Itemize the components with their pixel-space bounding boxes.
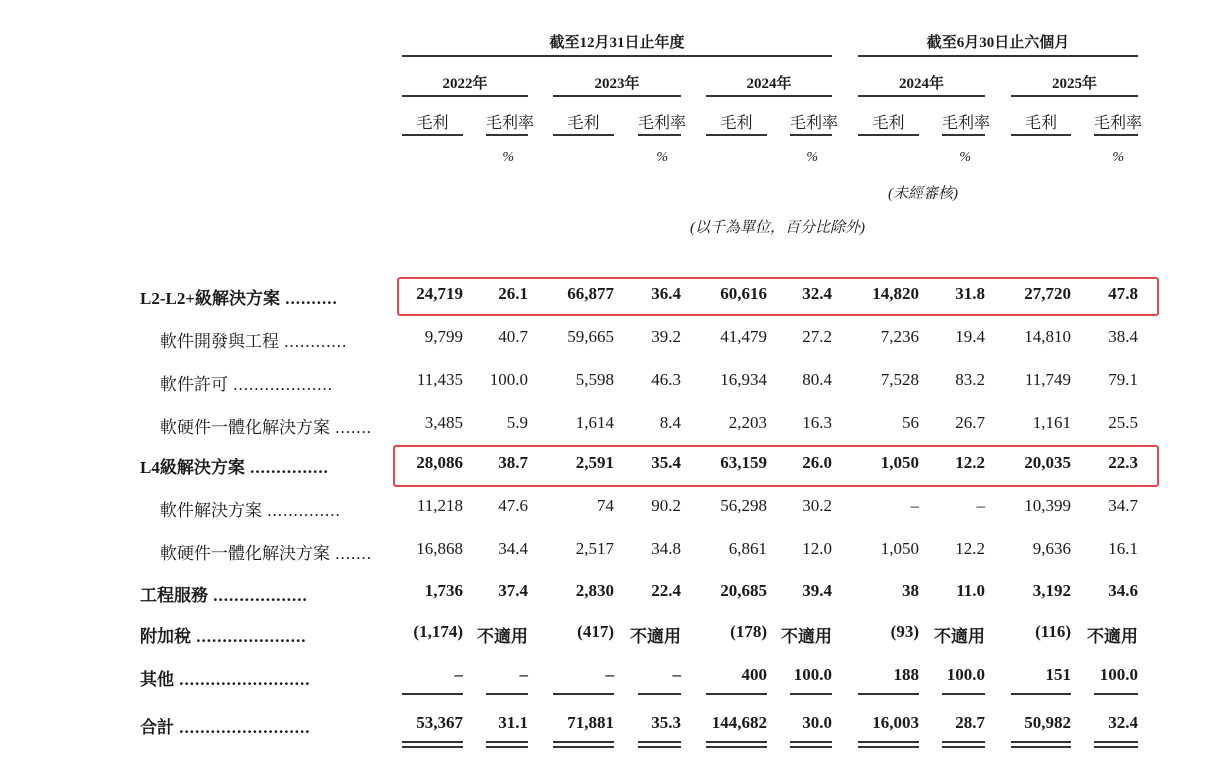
cell-gross-margin: – [519,665,528,684]
cell-gross-margin: 不適用 [781,627,832,646]
total-double-rule [1094,741,1138,743]
cell-gross-margin: 12.0 [802,539,832,558]
total-double-rule [402,741,463,743]
cell-gross-profit: 3,192 [1032,581,1071,600]
cell-gross-margin: 22.4 [651,581,681,600]
cell-gross-profit: 59,665 [567,327,614,346]
cell-gross-margin: 34.8 [651,539,681,558]
cell-gross-margin: 8.4 [659,413,681,432]
cell-gross-margin: 100.0 [946,665,985,684]
total-double-rule [858,746,919,748]
cell-gross-margin: 31.1 [498,713,528,732]
row-label [160,496,341,521]
cell-gross-margin: 22.3 [1108,453,1138,472]
percent-symbol: % [959,150,971,165]
cell-gross-profit: 63,159 [720,453,767,472]
subtotal-rule [486,693,528,695]
cell-gross-profit: 66,877 [567,284,614,303]
cell-gross-margin: 不適用 [630,627,681,646]
header-rule [790,134,832,136]
col-header-gross-profit: 毛利 [416,115,449,132]
total-double-rule [706,746,767,748]
header-rule [553,134,614,136]
cell-gross-profit: 7,236 [880,327,919,346]
header-rule [858,134,919,136]
leader-dots: .............. [262,501,341,520]
cell-gross-margin: 不適用 [1087,627,1138,646]
cell-gross-margin: 39.4 [802,581,832,600]
leader-dots: .................. [208,586,308,605]
cell-gross-profit: 50,982 [1024,713,1071,732]
cell-gross-profit: 14,810 [1024,327,1071,346]
header-rule [402,95,528,97]
cell-gross-margin: 34.7 [1108,496,1138,515]
cell-gross-margin: 35.3 [651,713,681,732]
cell-gross-profit: 2,830 [575,581,614,600]
cell-gross-margin: 100.0 [489,370,528,389]
cell-gross-profit: 1,614 [575,413,614,432]
cell-gross-margin: 40.7 [498,327,528,346]
cell-gross-margin: 38.7 [498,453,528,472]
row-label-text: 工程服務 [140,586,208,605]
leader-dots: .......... [280,289,338,308]
cell-gross-margin: 12.2 [955,453,985,472]
cell-gross-profit: 60,616 [720,284,767,303]
cell-gross-profit: 27,720 [1024,284,1071,303]
unaudited-note: (未經審核) [888,186,958,202]
year-header-2024-h1: 2024年 [898,76,944,92]
group-header-fiscal-year: 截至12月31日止年度 [549,35,685,51]
cell-gross-margin: 32.4 [802,284,832,303]
header-rule [553,95,681,97]
cell-gross-profit: 71,881 [567,713,614,732]
row-label [160,327,347,352]
cell-gross-profit: 400 [741,665,767,684]
total-double-rule [1011,746,1071,748]
subtotal-rule [553,693,614,695]
cell-gross-margin: 36.4 [651,284,681,303]
cell-gross-margin: 26.0 [802,453,832,472]
percent-symbol: % [1112,150,1124,165]
total-double-rule [942,741,985,743]
total-double-rule [553,746,614,748]
cell-gross-profit: 1,161 [1032,413,1071,432]
header-rule [858,95,985,97]
leader-dots: ......................... [174,718,311,737]
subtotal-rule [402,693,463,695]
cell-gross-profit: (116) [1035,622,1071,641]
subtotal-rule [790,693,832,695]
leader-dots: ....... [330,544,372,563]
header-rule [402,134,463,136]
cell-gross-margin: – [672,665,681,684]
cell-gross-profit: 38 [902,581,919,600]
cell-gross-margin: 26.7 [955,413,985,432]
cell-gross-profit: 2,517 [575,539,614,558]
row-label-text: 合計 [140,718,174,737]
total-double-rule [553,741,614,743]
row-label [140,284,338,309]
cell-gross-margin: 5.9 [506,413,528,432]
col-header-gross-margin: 毛利率 [790,115,839,132]
subtotal-rule [942,693,985,695]
cell-gross-profit: 10,399 [1024,496,1071,515]
row-label-text: 軟硬件一體化解決方案 [160,418,330,437]
total-double-rule [790,741,832,743]
total-double-rule [402,746,463,748]
header-rule [1011,95,1138,97]
cell-gross-profit: 74 [597,496,614,515]
row-label-text: 其他 [140,670,174,689]
total-double-rule [486,741,528,743]
header-rule [706,95,832,97]
total-double-rule [790,746,832,748]
cell-gross-margin: 31.8 [955,284,985,303]
year-header-2023: 2023年 [594,76,640,92]
leader-dots: ..................... [191,627,307,646]
group-header-six-months: 截至6月30日止六個月 [926,35,1070,51]
row-label-text: L4級解決方案 [140,458,245,477]
cell-gross-margin: 38.4 [1108,327,1138,346]
row-label-text: 軟件解決方案 [160,501,262,520]
leader-dots: ............... [244,458,329,477]
subtotal-rule [1011,693,1071,695]
cell-gross-profit: 188 [893,665,919,684]
cell-gross-profit: 144,682 [711,713,767,732]
header-rule [942,134,985,136]
subtotal-rule [1094,693,1138,695]
col-header-gross-profit: 毛利 [720,115,753,132]
cell-gross-margin: 12.2 [955,539,985,558]
leader-dots: ......................... [174,670,311,689]
row-label-text: 軟件許可 [160,375,228,394]
cell-gross-margin: 47.6 [498,496,528,515]
cell-gross-margin: 90.2 [651,496,681,515]
cell-gross-margin: 35.4 [651,453,681,472]
cell-gross-profit: – [605,665,614,684]
cell-gross-margin: 39.2 [651,327,681,346]
header-rule [486,134,528,136]
leader-dots: ................... [228,375,333,394]
total-double-rule [1094,746,1138,748]
cell-gross-margin: 46.3 [651,370,681,389]
cell-gross-margin: 19.4 [955,327,985,346]
cell-gross-profit: 16,003 [872,713,919,732]
cell-gross-margin: 28.7 [955,713,985,732]
cell-gross-profit: 1,736 [424,581,463,600]
cell-gross-profit: 53,367 [416,713,463,732]
row-label [140,581,308,606]
cell-gross-profit: 14,820 [872,284,919,303]
col-header-gross-margin: 毛利率 [486,115,535,132]
cell-gross-profit: 2,591 [575,453,614,472]
col-header-gross-profit: 毛利 [567,115,600,132]
cell-gross-profit: 11,435 [416,370,463,389]
cell-gross-profit: 1,050 [880,453,919,472]
col-header-gross-margin: 毛利率 [1094,115,1143,132]
row-label-text: L2-L2+級解決方案 [140,289,281,308]
percent-symbol: % [806,150,818,165]
header-rule [858,55,1138,57]
header-rule [402,55,832,57]
cell-gross-margin: 47.8 [1108,284,1138,303]
header-rule [1094,134,1138,136]
col-header-gross-margin: 毛利率 [942,115,991,132]
cell-gross-margin: 30.2 [802,496,832,515]
cell-gross-profit: – [910,496,919,515]
cell-gross-profit: (417) [577,622,614,641]
total-double-rule [706,741,767,743]
cell-gross-profit: 24,719 [416,284,463,303]
cell-gross-profit: 151 [1045,665,1071,684]
row-label [160,370,333,395]
subtotal-rule [858,693,919,695]
cell-gross-profit: 3,485 [424,413,463,432]
cell-gross-profit: (93) [890,622,919,641]
highlight-box-l2-row [397,277,1159,316]
cell-gross-profit: 7,528 [880,370,919,389]
year-header-2022: 2022年 [442,76,488,92]
cell-gross-profit: (178) [730,622,767,641]
cell-gross-margin: 16.1 [1108,539,1138,558]
cell-gross-margin: 16.3 [802,413,832,432]
cell-gross-margin: 34.4 [498,539,528,558]
cell-gross-margin: 83.2 [955,370,985,389]
cell-gross-margin: – [976,496,985,515]
cell-gross-margin: 100.0 [793,665,832,684]
subtotal-rule [638,693,681,695]
unit-note: (以千為單位，百分比除外) [690,220,865,236]
subtotal-rule [706,693,767,695]
total-double-rule [1011,741,1071,743]
cell-gross-margin: 32.4 [1108,713,1138,732]
row-label [140,453,329,478]
total-double-rule [638,746,681,748]
col-header-gross-margin: 毛利率 [638,115,687,132]
percent-symbol: % [656,150,668,165]
percent-symbol: % [502,150,514,165]
col-header-gross-profit: 毛利 [1024,115,1057,132]
col-header-gross-profit: 毛利 [872,115,905,132]
row-label [160,413,372,438]
row-label-text: 軟件開發與工程 [160,332,279,351]
row-label [140,622,307,647]
cell-gross-profit: 56 [902,413,919,432]
row-label [160,539,372,564]
year-header-2025-h1: 2025年 [1051,76,1097,92]
cell-gross-profit: 16,934 [720,370,767,389]
cell-gross-margin: 37.4 [498,581,528,600]
row-label [140,713,311,738]
cell-gross-margin: 25.5 [1108,413,1138,432]
cell-gross-profit: 2,203 [728,413,767,432]
header-rule [638,134,681,136]
total-double-rule [486,746,528,748]
cell-gross-margin: 26.1 [498,284,528,303]
cell-gross-profit: 6,861 [728,539,767,558]
cell-gross-margin: 80.4 [802,370,832,389]
cell-gross-profit: 20,035 [1024,453,1071,472]
cell-gross-profit: 16,868 [416,539,463,558]
header-rule [706,134,767,136]
total-double-rule [638,741,681,743]
cell-gross-margin: 100.0 [1099,665,1138,684]
cell-gross-profit: 1,050 [880,539,919,558]
total-double-rule [858,741,919,743]
leader-dots: ............ [279,332,348,351]
cell-gross-profit: 9,799 [424,327,463,346]
leader-dots: ....... [330,418,372,437]
year-header-2024: 2024年 [746,76,792,92]
highlight-box-l4-row [393,445,1159,487]
cell-gross-profit: 41,479 [720,327,767,346]
row-label [140,665,311,690]
cell-gross-margin: 11.0 [956,581,985,600]
cell-gross-profit: 11,218 [416,496,463,515]
cell-gross-margin: 不適用 [934,627,985,646]
cell-gross-profit: (1,174) [413,622,463,641]
cell-gross-profit: 11,749 [1024,370,1071,389]
row-label-text: 軟硬件一體化解決方案 [160,544,330,563]
cell-gross-margin: 27.2 [802,327,832,346]
cell-gross-profit: 20,685 [720,581,767,600]
cell-gross-margin: 30.0 [802,713,832,732]
cell-gross-margin: 不適用 [477,627,528,646]
cell-gross-profit: 5,598 [575,370,614,389]
total-double-rule [942,746,985,748]
cell-gross-profit: – [454,665,463,684]
cell-gross-profit: 56,298 [720,496,767,515]
row-label-text: 附加稅 [140,627,191,646]
cell-gross-profit: 28,086 [416,453,463,472]
cell-gross-margin: 34.6 [1108,581,1138,600]
cell-gross-margin: 79.1 [1108,370,1138,389]
header-rule [1011,134,1071,136]
cell-gross-profit: 9,636 [1032,539,1071,558]
